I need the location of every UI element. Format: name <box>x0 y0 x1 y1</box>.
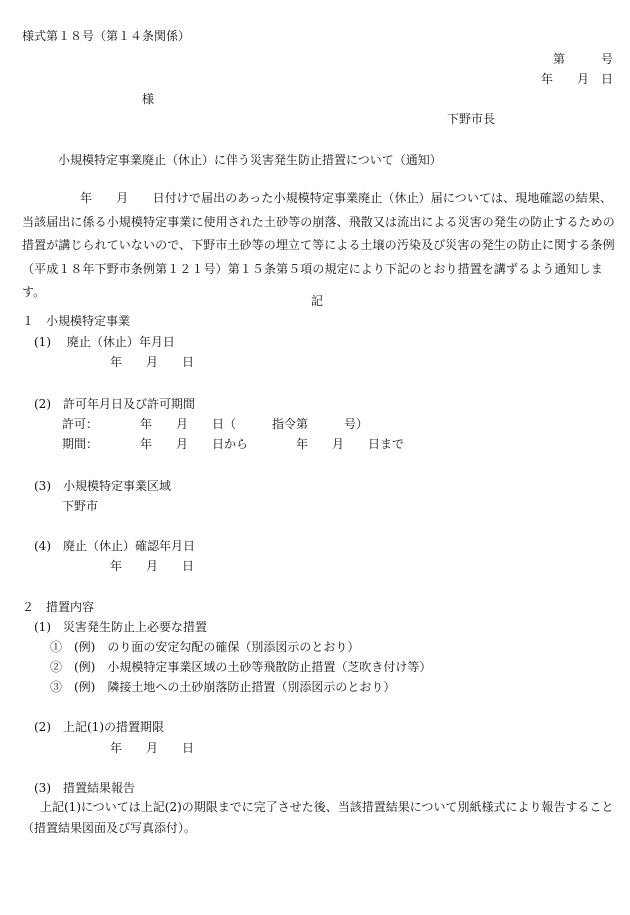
section2-item2-label: (2) 上記(1)の措置期限 <box>34 720 164 734</box>
section2-heading: ２ 措置内容 <box>22 600 95 614</box>
document-title: 小規模特定事業廃止（休止）に伴う災害発生防止措置について（通知） <box>58 153 442 167</box>
section1-item4-value: 年 月 日 <box>110 559 195 573</box>
form-number: 様式第１８号（第１４条関係） <box>22 29 191 43</box>
section2-item3-text: 上記(1)については上記(2)の期限までに完了させた後、当該措置結果について別紙様式により報告すること（措置結果図面及び写真添付）。 <box>22 800 614 835</box>
addressee: 様 <box>142 92 155 106</box>
section1-item3-value: 下野市 <box>62 499 99 513</box>
section2-item3-label: (3) 措置結果報告 <box>34 781 135 795</box>
section1-item1-value: 年 月 日 <box>110 355 195 369</box>
section1-item2-permit: 許可： 年 月 日（ 指令第 号） <box>62 417 369 431</box>
section1-item4-label: (4) 廃止（休止）確認年月日 <box>34 539 195 553</box>
document-number: 第 号 <box>553 52 614 66</box>
section1-item2-period: 期間： 年 月 日から 年 月 日まで <box>62 437 405 451</box>
measure-item: ② (例) 小規模特定事業区域の土砂等飛散防止措置（芝吹き付け等） <box>50 660 432 674</box>
section1-item3-label: (3) 小規模特定事業区域 <box>34 479 171 493</box>
section1-item2-label: (2) 許可年月日及び許可期間 <box>34 397 195 411</box>
section2-item2-value: 年 月 日 <box>110 741 195 755</box>
section1-item1-label: (1) 廃止（休止）年月日 <box>34 335 175 349</box>
sender: 下野市長 <box>447 112 496 126</box>
section2-item1-label: (1) 災害発生防止上必要な措置 <box>34 620 207 634</box>
issue-date: 年 月 日 <box>541 72 614 86</box>
section1-heading: １ 小規模特定事業 <box>22 314 131 328</box>
measure-item: ③ (例) 隣接土地への土砂崩落防止措置（別添図示のとおり） <box>50 680 396 694</box>
body-paragraph: 年 月 日付けで届出のあった小規模特定事業廃止（休止）届については、現地確認の結果、当該届出に係る小規模特定事業に使用された土砂等の崩落、飛散又は流出による災害の発生の防止するための措置が講じられていないので、下野市土砂等の埋立て等による土壌の汚染及び災害の発生の防止に関する条例（平成１８年下野市条例第１２１号）第１５条第５項の規定により下記のとおり措置を講ずるよう通知します。 <box>22 191 615 299</box>
measure-item: ① (例) のり面の安定勾配の確保（別添図示のとおり） <box>50 640 360 654</box>
ki-heading: 記 <box>311 294 324 308</box>
